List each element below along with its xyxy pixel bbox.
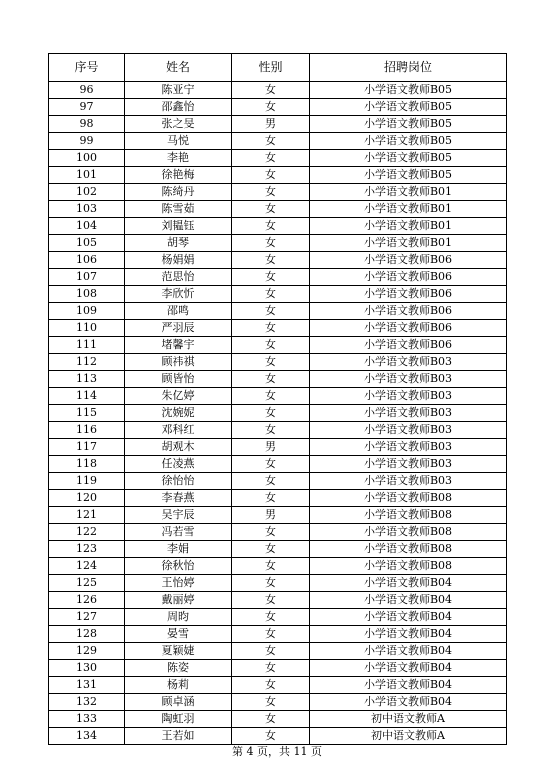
table-row — [49, 252, 507, 269]
cell-position: 小学语文教师B05 — [310, 167, 507, 184]
cell-gender: 女 — [232, 184, 310, 201]
cell-gender: 女 — [232, 303, 310, 320]
table-row — [49, 388, 507, 405]
cell-name: 顾卓涵 — [125, 694, 232, 711]
cell-serial-number: 110 — [49, 320, 125, 337]
cell-gender: 男 — [232, 116, 310, 133]
table-header — [49, 54, 507, 82]
cell-serial-number: 134 — [49, 728, 125, 745]
cell-name: 李春燕 — [125, 490, 232, 507]
header-position: 招聘岗位 — [310, 54, 507, 82]
cell-serial-number: 129 — [49, 643, 125, 660]
cell-serial-number: 105 — [49, 235, 125, 252]
cell-name: 邵鑫怡 — [125, 99, 232, 116]
cell-serial-number: 96 — [49, 82, 125, 99]
header-serial-number: 序号 — [49, 54, 125, 82]
table-row — [49, 490, 507, 507]
cell-gender: 女 — [232, 201, 310, 218]
table-row — [49, 201, 507, 218]
table-row — [49, 320, 507, 337]
cell-serial-number: 120 — [49, 490, 125, 507]
cell-serial-number: 102 — [49, 184, 125, 201]
cell-gender: 女 — [232, 371, 310, 388]
cell-position: 小学语文教师B04 — [310, 643, 507, 660]
cell-name: 张之旻 — [125, 116, 232, 133]
cell-position: 小学语文教师B03 — [310, 405, 507, 422]
cell-serial-number: 103 — [49, 201, 125, 218]
cell-name: 杨莉 — [125, 677, 232, 694]
table-header-row — [49, 54, 507, 82]
cell-gender: 女 — [232, 218, 310, 235]
cell-position: 小学语文教师B06 — [310, 252, 507, 269]
table-row — [49, 354, 507, 371]
cell-name: 朱亿婷 — [125, 388, 232, 405]
cell-gender: 女 — [232, 677, 310, 694]
cell-position: 小学语文教师B05 — [310, 82, 507, 99]
cell-serial-number: 133 — [49, 711, 125, 728]
table-row — [49, 371, 507, 388]
recruitment-table — [48, 53, 507, 745]
cell-name: 徐秋怡 — [125, 558, 232, 575]
cell-position: 小学语文教师B08 — [310, 490, 507, 507]
cell-position: 小学语文教师B03 — [310, 456, 507, 473]
cell-serial-number: 132 — [49, 694, 125, 711]
cell-name: 冯若雪 — [125, 524, 232, 541]
table-row — [49, 626, 507, 643]
cell-name: 李艳 — [125, 150, 232, 167]
cell-serial-number: 117 — [49, 439, 125, 456]
cell-gender: 女 — [232, 354, 310, 371]
cell-gender: 女 — [232, 524, 310, 541]
cell-position: 小学语文教师B08 — [310, 541, 507, 558]
cell-serial-number: 122 — [49, 524, 125, 541]
cell-gender: 女 — [232, 558, 310, 575]
cell-gender: 女 — [232, 660, 310, 677]
cell-gender: 女 — [232, 456, 310, 473]
cell-serial-number: 112 — [49, 354, 125, 371]
cell-name: 邓科红 — [125, 422, 232, 439]
cell-gender: 女 — [232, 286, 310, 303]
cell-name: 胡琴 — [125, 235, 232, 252]
cell-gender: 女 — [232, 99, 310, 116]
cell-position: 小学语文教师B04 — [310, 592, 507, 609]
table-row — [49, 337, 507, 354]
cell-position: 初中语文教师A — [310, 728, 507, 745]
cell-serial-number: 98 — [49, 116, 125, 133]
table-body — [49, 82, 507, 745]
cell-gender: 女 — [232, 269, 310, 286]
cell-position: 小学语文教师B04 — [310, 575, 507, 592]
cell-gender: 女 — [232, 422, 310, 439]
cell-gender: 男 — [232, 439, 310, 456]
table-row — [49, 116, 507, 133]
cell-position: 小学语文教师B03 — [310, 371, 507, 388]
cell-name: 徐艳梅 — [125, 167, 232, 184]
table-row — [49, 507, 507, 524]
cell-position: 小学语文教师B05 — [310, 116, 507, 133]
table-row — [49, 473, 507, 490]
cell-position: 小学语文教师B06 — [310, 337, 507, 354]
cell-serial-number: 99 — [49, 133, 125, 150]
cell-serial-number: 131 — [49, 677, 125, 694]
cell-gender: 女 — [232, 150, 310, 167]
cell-gender: 女 — [232, 337, 310, 354]
table-row — [49, 133, 507, 150]
cell-serial-number: 111 — [49, 337, 125, 354]
cell-position: 小学语文教师B01 — [310, 235, 507, 252]
table-row — [49, 99, 507, 116]
header-name: 姓名 — [125, 54, 232, 82]
cell-gender: 女 — [232, 235, 310, 252]
cell-gender: 女 — [232, 575, 310, 592]
cell-serial-number: 123 — [49, 541, 125, 558]
cell-position: 小学语文教师B05 — [310, 99, 507, 116]
cell-serial-number: 125 — [49, 575, 125, 592]
cell-gender: 女 — [232, 388, 310, 405]
table-row — [49, 405, 507, 422]
cell-position: 小学语文教师B08 — [310, 558, 507, 575]
table-row — [49, 694, 507, 711]
cell-name: 杨娟娟 — [125, 252, 232, 269]
cell-name: 胡观木 — [125, 439, 232, 456]
cell-serial-number: 119 — [49, 473, 125, 490]
cell-gender: 女 — [232, 643, 310, 660]
table-row — [49, 677, 507, 694]
cell-gender: 女 — [232, 592, 310, 609]
cell-name: 顾祎祺 — [125, 354, 232, 371]
cell-serial-number: 109 — [49, 303, 125, 320]
cell-serial-number: 121 — [49, 507, 125, 524]
table-row — [49, 150, 507, 167]
cell-name: 范思怡 — [125, 269, 232, 286]
cell-name: 陈亚宁 — [125, 82, 232, 99]
cell-name: 陈姿 — [125, 660, 232, 677]
cell-serial-number: 101 — [49, 167, 125, 184]
cell-gender: 女 — [232, 609, 310, 626]
cell-name: 李娟 — [125, 541, 232, 558]
cell-gender: 女 — [232, 541, 310, 558]
cell-name: 李欣忻 — [125, 286, 232, 303]
cell-gender: 男 — [232, 507, 310, 524]
cell-name: 夏颖婕 — [125, 643, 232, 660]
cell-serial-number: 128 — [49, 626, 125, 643]
cell-position: 小学语文教师B04 — [310, 694, 507, 711]
cell-serial-number: 107 — [49, 269, 125, 286]
table-row — [49, 541, 507, 558]
cell-serial-number: 106 — [49, 252, 125, 269]
cell-name: 周昀 — [125, 609, 232, 626]
cell-serial-number: 108 — [49, 286, 125, 303]
cell-name: 严羽辰 — [125, 320, 232, 337]
cell-serial-number: 124 — [49, 558, 125, 575]
cell-position: 小学语文教师B08 — [310, 524, 507, 541]
cell-name: 陈雪茹 — [125, 201, 232, 218]
cell-name: 晏雪 — [125, 626, 232, 643]
cell-position: 小学语文教师B04 — [310, 626, 507, 643]
table-row — [49, 269, 507, 286]
cell-name: 任凌燕 — [125, 456, 232, 473]
cell-name: 沈婉妮 — [125, 405, 232, 422]
cell-position: 小学语文教师B06 — [310, 286, 507, 303]
table-row — [49, 286, 507, 303]
table-row — [49, 660, 507, 677]
cell-gender: 女 — [232, 320, 310, 337]
cell-name: 马悦 — [125, 133, 232, 150]
cell-gender: 女 — [232, 626, 310, 643]
cell-gender: 女 — [232, 490, 310, 507]
cell-name: 陈绮丹 — [125, 184, 232, 201]
cell-serial-number: 113 — [49, 371, 125, 388]
cell-position: 小学语文教师B03 — [310, 388, 507, 405]
cell-serial-number: 104 — [49, 218, 125, 235]
cell-serial-number: 116 — [49, 422, 125, 439]
cell-name: 刘韫钰 — [125, 218, 232, 235]
cell-serial-number: 115 — [49, 405, 125, 422]
table-row — [49, 524, 507, 541]
cell-position: 小学语文教师B03 — [310, 422, 507, 439]
table-row — [49, 439, 507, 456]
header-gender: 性别 — [232, 54, 310, 82]
table-row — [49, 184, 507, 201]
page-footer: 第 4 页，共 11 页 — [232, 745, 322, 758]
cell-serial-number: 118 — [49, 456, 125, 473]
cell-name: 邵鸣 — [125, 303, 232, 320]
cell-gender: 女 — [232, 694, 310, 711]
cell-position: 初中语文教师A — [310, 711, 507, 728]
cell-position: 小学语文教师B03 — [310, 439, 507, 456]
cell-position: 小学语文教师B04 — [310, 677, 507, 694]
table-row — [49, 711, 507, 728]
cell-gender: 女 — [232, 252, 310, 269]
cell-gender: 女 — [232, 167, 310, 184]
cell-position: 小学语文教师B06 — [310, 320, 507, 337]
cell-position: 小学语文教师B04 — [310, 660, 507, 677]
table-row — [49, 303, 507, 320]
table-row — [49, 235, 507, 252]
cell-position: 小学语文教师B06 — [310, 269, 507, 286]
table-row — [49, 558, 507, 575]
cell-position: 小学语文教师B01 — [310, 201, 507, 218]
table-row — [49, 82, 507, 99]
table-row — [49, 643, 507, 660]
cell-gender: 女 — [232, 711, 310, 728]
cell-gender: 女 — [232, 728, 310, 745]
cell-serial-number: 127 — [49, 609, 125, 626]
cell-name: 顾皆怡 — [125, 371, 232, 388]
table-row — [49, 728, 507, 745]
cell-position: 小学语文教师B05 — [310, 150, 507, 167]
table-row — [49, 422, 507, 439]
cell-name: 堵馨宇 — [125, 337, 232, 354]
cell-position: 小学语文教师B03 — [310, 473, 507, 490]
cell-position: 小学语文教师B03 — [310, 354, 507, 371]
cell-name: 王怡婷 — [125, 575, 232, 592]
cell-name: 吴宇辰 — [125, 507, 232, 524]
cell-position: 小学语文教师B06 — [310, 303, 507, 320]
cell-position: 小学语文教师B08 — [310, 507, 507, 524]
cell-name: 王若如 — [125, 728, 232, 745]
cell-name: 陶虹羽 — [125, 711, 232, 728]
table-row — [49, 456, 507, 473]
cell-serial-number: 126 — [49, 592, 125, 609]
cell-gender: 女 — [232, 133, 310, 150]
table-row — [49, 609, 507, 626]
table-row — [49, 592, 507, 609]
cell-position: 小学语文教师B01 — [310, 184, 507, 201]
cell-serial-number: 100 — [49, 150, 125, 167]
cell-name: 徐怡怡 — [125, 473, 232, 490]
cell-gender: 女 — [232, 82, 310, 99]
cell-gender: 女 — [232, 405, 310, 422]
cell-gender: 女 — [232, 473, 310, 490]
table-row — [49, 218, 507, 235]
cell-serial-number: 97 — [49, 99, 125, 116]
cell-serial-number: 114 — [49, 388, 125, 405]
cell-position: 小学语文教师B04 — [310, 609, 507, 626]
cell-position: 小学语文教师B01 — [310, 218, 507, 235]
table-row — [49, 167, 507, 184]
cell-serial-number: 130 — [49, 660, 125, 677]
cell-position: 小学语文教师B05 — [310, 133, 507, 150]
table-row — [49, 575, 507, 592]
cell-name: 戴丽婷 — [125, 592, 232, 609]
